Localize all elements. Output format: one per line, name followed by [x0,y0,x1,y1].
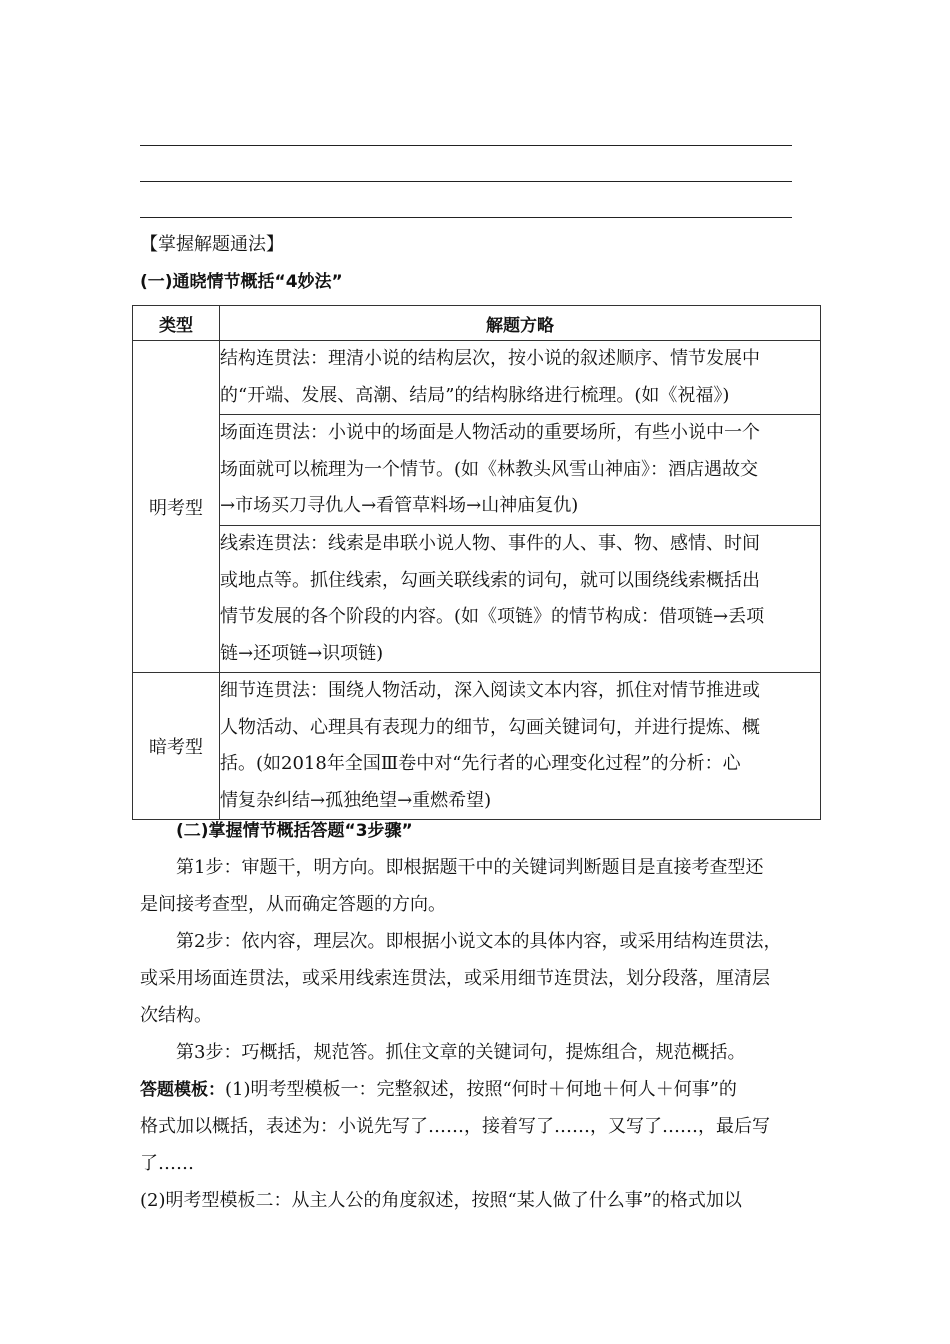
step3-line: 第3步：巧概括，规范答。抓住文章的关键词句，提炼组合，规范概括。 [176,1042,746,1063]
cell-line: 情节发展的各个阶段的内容。(如《项链》的情节构成：借项链→丢项 [220,606,765,627]
table-row [133,341,821,415]
cell-line: 场面连贯法：小说中的场面是人物活动的重要场所，有些小说中一个 [220,422,760,444]
strategy-table [132,305,821,820]
answer-blank-line [140,145,792,146]
answer-blank-line [140,217,792,218]
strategy-cell-clue [220,526,821,673]
cell-line: 线索连贯法：线索是串联小说人物、事件的人、事、物、感情、时间 [220,533,760,554]
answer-blank-line [140,181,792,182]
strategy-cell-detail [220,673,821,820]
step1-line: 是间接考查型，从而确定答题的方向。 [140,894,446,915]
template-line: 格式加以概括，表述为：小说先写了……，接着写了……，又写了……，最后写 [140,1116,770,1137]
template-text: (1)明考型模板一：完整叙述，按照“何时＋何地＋何人＋何事”的 [225,1079,737,1100]
cell-line: 人物活动、心理具有表现力的细节，勾画关键词句，并进行提炼、概 [220,716,760,738]
header-strategy: 解题方略 [220,306,821,341]
section-title: 【掌握解题通法】 [140,234,284,255]
table-row [133,526,821,673]
part1-title: (一)通晓情节概括“4妙法” [140,272,343,292]
template-line [140,1072,820,1108]
cell-line: 场面就可以梳理为一个情节。(如《林教头风雪山神庙》：酒店遇故交 [220,458,759,480]
cell-line: 链→还项链→识项链) [220,642,384,664]
type-cell-an: 暗考型 [133,673,220,820]
table-row [133,415,821,526]
table-row [133,673,821,820]
type-cell-ming: 明考型 [133,341,220,673]
strategy-cell-structure [220,341,821,415]
cell-line: 结构连贯法：理清小说的结构层次，按小说的叙述顺序、情节发展中 [220,348,760,369]
step2-line: 第2步：依内容，理层次。即根据小说文本的具体内容，或采用结构连贯法， [176,931,782,952]
template-label: 答题模板： [140,1080,225,1100]
part2-title: (二)掌握情节概括答题“3步骤” [176,821,413,841]
header-type: 类型 [133,306,220,341]
cell-line: →市场买刀寻仇人→看管草料场→山神庙复仇) [220,495,579,517]
step2-line: 或采用场面连贯法，或采用线索连贯法，或采用细节连贯法，划分段落，厘清层 [140,968,770,989]
cell-line: 情复杂纠结→孤独绝望→重燃希望) [220,789,492,811]
template-line: 了…… [140,1153,194,1174]
step2-line: 次结构。 [140,1005,212,1026]
template-line: (2)明考型模板二：从主人公的角度叙述，按照“某人做了什么事”的格式加以 [140,1190,742,1211]
table-header-row [133,306,821,341]
cell-line: 细节连贯法：围绕人物活动，深入阅读文本内容，抓住对情节推进或 [220,680,760,701]
cell-line: 的“开端、发展、高潮、结局”的结构脉络进行梳理。(如《祝福》) [220,384,730,406]
cell-line: 括。(如2018年全国Ⅲ卷中对“先行者的心理变化过程”的分析：心 [220,753,741,774]
cell-line: 或地点等。抓住线索，勾画关联线索的词句，就可以围绕线索概括出 [220,569,760,591]
step1-line: 第1步：审题干，明方向。即根据题干中的关键词判断题目是直接考查型还 [176,857,764,878]
strategy-cell-scene [220,415,821,526]
